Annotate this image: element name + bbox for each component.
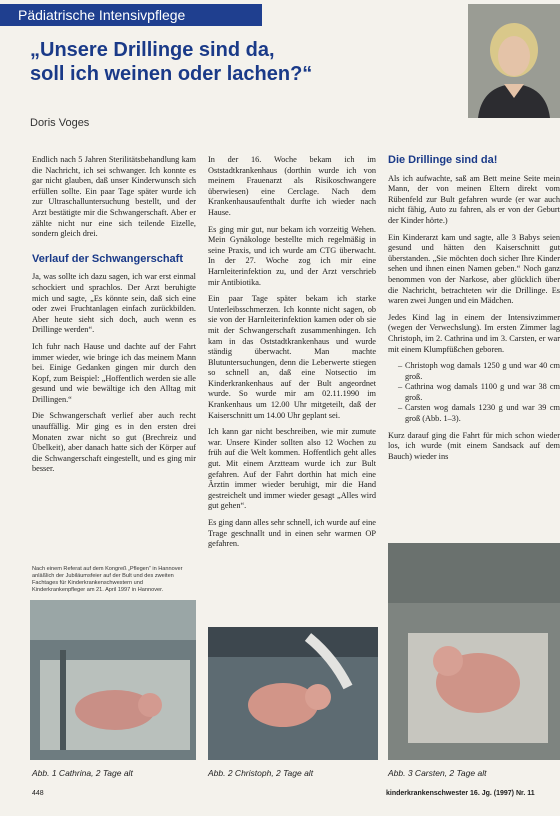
incubator-photo-3 <box>388 543 560 760</box>
body-paragraph: Ich kann gar nicht beschreiben, wie mir zumute war. Unsere Kinder sollten also 12 Wochen zu früh auf die Welt kommen. Hoffentlich geht alles gut. Mit einem Arztteam wurde ich zur Bult gefahren. Auf der Fahrt dorthin hat mich eine Ärztin immer wieder beruhigt, mir die Hand gestreichelt und immer wieder gesagt „Alles wird gut gehen“. <box>208 427 376 511</box>
intro-paragraph: Endlich nach 5 Jahren Sterilitätsbehandlung kam die Nachricht, ich sei schwanger. Ich konnte es gar nicht glauben, daß unser Kinderwunsch sich erfüllen sollte. Ein paar Tage später wurde ich zur Ultraschalluntersuchung bestellt, und der Arzt bestätigte mir die Schwangerschaft. Aber er zählte nicht nur eine sich teilende Eizelle, sondern gleich drei. <box>32 155 196 239</box>
photo-cathrina <box>30 600 196 760</box>
list-item: – Cathrina wog damals 1100 g und war 38 cm groß. <box>398 382 560 403</box>
body-paragraph: Als ich aufwachte, saß am Bett meine Seite mein Mann, der von meinen Eltern direkt vom Rübenfeld zur Bult gefahren wurde (er war auch nicht fähig, Auto zu fahren, als er von der Geburt der Kinder hörte.) <box>388 173 560 225</box>
figure-caption-3: Abb. 3 Carsten, 2 Tage alt <box>388 768 487 778</box>
photo-christoph <box>208 627 378 760</box>
author-portrait-image <box>468 4 560 118</box>
column-2 <box>208 155 376 555</box>
body-paragraph: Es ging mir gut, nur bekam ich vorzeitig Wehen. Mein Gynäkologe bestellte mich regelmäßig in seine Praxis, und ich wurde am CTG überwacht. In der 27. Woche zog ich mir eine Harnleiterinfektion zu, und der Arzt verschrieb mir Antibiotika. <box>208 224 376 287</box>
section-banner: Pädiatrische Intensivpflege <box>0 4 262 26</box>
column-3 <box>388 155 560 535</box>
article-author: Doris Voges <box>30 117 90 129</box>
author-portrait <box>468 4 560 118</box>
body-paragraph: In der 16. Woche bekam ich im Oststadtkrankenhaus (dorthin wurde ich von meinem Frauenarzt als Risikoschwangere überwiesen) eine Cerclage. Nach dem Krankenhausaufenthalt durfte ich wieder nach Hause. <box>208 155 376 217</box>
list-item: – Carsten wog damals 1230 g und war 39 cm groß (Abb. 1–3). <box>398 403 560 424</box>
body-paragraph: Ich fuhr nach Hause und dachte auf der Fahrt immer wieder, wie bringe ich das meinem Mann bei. Einige Gedanken gingen mir durch den Kopf, zum Beispiel: „Hoffentlich werden sie alle gesund und wie bewältige ich den Alltag mit Drillingen.“ <box>32 341 196 404</box>
body-paragraph: Ja, was sollte ich dazu sagen, ich war erst einmal schockiert und sprachlos. Der Arzt beruhigte mich und sagte, „Es könnte sein, daß sich eine oder zwei Fruchtanlagen einfach zurückbilden. Aber heute sieht sich doch, auch wenn es Drillinge werden“. <box>32 272 196 335</box>
page-number: 448 <box>32 790 44 797</box>
journal-citation: kinderkrankenschwester 16. Jg. (1997) Nr. 11 <box>386 790 535 797</box>
incubator-photo-1 <box>30 600 196 760</box>
body-paragraph: Ein Kinderarzt kam und sagte, alle 3 Babys seien gesund und hätten den Kaiserschnitt gut überstanden. „Sie möchten doch sicher Ihre Kinder sehen und ihnen einen Namen geben.“ Noch ganz benommen von der Narkose, aber glücklich über die Nachricht, betrachteten wir die Drillinge. Es waren zwei Jungen und ein Mädchen. <box>388 232 560 306</box>
body-paragraph: Kurz darauf ging die Fahrt für mich schon wieder los, ich wurde (mit einem Sandsack auf dem Bauch) wieder ins <box>388 430 560 461</box>
section-heading-triplets: Die Drillinge sind da! <box>388 155 498 166</box>
list-item: – Christoph wog damals 1250 g und war 40 cm groß. <box>398 361 560 382</box>
article-title: „Unsere Drillinge sind da, soll ich weinen oder lachen?“ <box>30 39 313 85</box>
body-paragraph: Es ging dann alles sehr schnell, ich wurde auf eine Trage geschnallt und in einen sehr warmen OP gefahren. <box>208 518 376 549</box>
incubator-photo-2 <box>208 627 378 760</box>
body-paragraph: Die Schwangerschaft verlief aber auch recht unauffällig. Mir ging es in den ersten drei Monaten zwar nicht so gut (Brechreiz und Übelkeit), aber danach hatte sich der Körper auf die Schwangerschaft eingestellt, und es ging mir besser. <box>32 411 196 474</box>
figure-caption-1: Abb. 1 Cathrina, 2 Tage alt <box>32 768 133 778</box>
section-heading-pregnancy: Verlauf der Schwangerschaft <box>32 252 183 265</box>
lecture-footnote: Nach einem Referat auf dem Kongreß „Pflegen“ in Hannover anläßlich der Jubiläumsfeier auf der Bult und des zweiten Fachtages für Kinderkrankenschwestern und Kinderkrankenpfleger am 21. April 1997 in Hannover. <box>32 566 183 593</box>
birth-weights-list <box>388 361 560 425</box>
photo-carsten <box>388 543 560 760</box>
column-1 <box>32 155 196 565</box>
body-paragraph: Ein paar Tage später bekam ich starke Unterleibsschmerzen. Ich konnte nicht sagen, ob sie von der Harnleiterinfektion kamen oder ob sie mit der Schwangerschaft zusammenhingen. Ich kam in das Oststadtkrankenhaus und wurde ständig überwacht. Man machte Blutuntersuchungen, denn die Leberwerte stiegen so schnell an, daß eine Notsectio im Kinderkrankenhaus auf der Bult angeordnet wurde. So wurde mir am 02.11.1990 im Krankenhaus um 12.00 Uhr mitgeteilt, daß der Kaiserschnitt um 14.00 Uhr geplant sei. <box>208 294 376 420</box>
figure-caption-2: Abb. 2 Christoph, 2 Tage alt <box>208 768 314 778</box>
body-paragraph: Jedes Kind lag in einem der Intensivzimmer (wegen der Verwechslung). Im ersten Zimmer lag Christoph, im 2. Cathrina und im 3. Carsten, er war mit einem Klumpfüßchen geboren. <box>388 312 560 354</box>
